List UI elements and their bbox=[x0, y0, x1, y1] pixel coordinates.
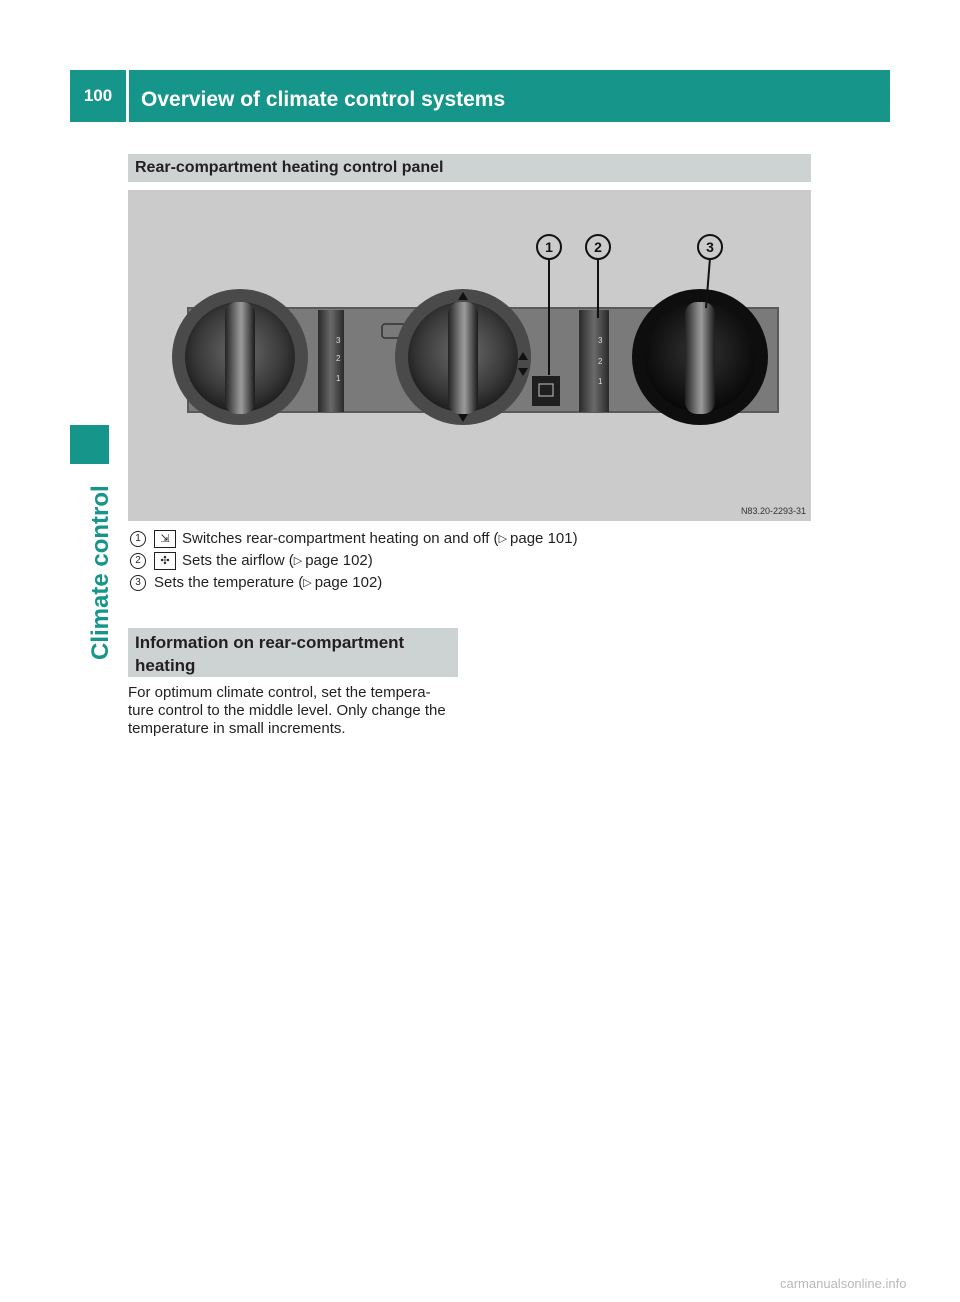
information-paragraph bbox=[128, 684, 463, 738]
rear-heating-symbol-icon: ⇲ bbox=[154, 530, 176, 548]
section-heading-information bbox=[128, 628, 458, 677]
thumbwheel-left-number: 2 bbox=[336, 354, 341, 363]
side-tab-marker bbox=[70, 425, 109, 464]
side-chapter-label: Climate control bbox=[87, 485, 114, 660]
section-heading-control-panel: Rear-compartment heating control panel bbox=[128, 154, 811, 182]
page-reference[interactable]: page 102) bbox=[314, 574, 383, 591]
footer-watermark: carmanualsonline.info bbox=[780, 1276, 907, 1291]
legend-text: Sets the temperature ( bbox=[154, 574, 304, 591]
page-arrow-icon: ▷ bbox=[293, 555, 303, 567]
page-number: 100 bbox=[83, 86, 113, 105]
callout-3-label: 3 bbox=[706, 239, 714, 255]
page-arrow-icon: ▷ bbox=[498, 533, 508, 545]
legend-number: 2 bbox=[130, 553, 146, 569]
page-arrow-icon: ▷ bbox=[303, 577, 312, 589]
header-divider bbox=[126, 70, 129, 122]
legend-number: 3 bbox=[130, 575, 146, 591]
paragraph-line: For optimum climate control, set the tempera- bbox=[128, 684, 431, 701]
page-reference[interactable]: page 102) bbox=[305, 552, 373, 569]
legend-text: Switches rear-compartment heating on and off ( bbox=[182, 530, 499, 547]
thumbwheel-number: 2 bbox=[598, 357, 603, 366]
legend-item-3 bbox=[130, 572, 382, 594]
thumbwheel-number: 1 bbox=[598, 377, 603, 386]
page-reference[interactable]: page 101) bbox=[510, 530, 578, 547]
paragraph-line: ture control to the middle level. Only change the bbox=[128, 702, 446, 719]
legend-item-1 bbox=[130, 528, 578, 550]
thumbwheel-number: 3 bbox=[598, 336, 603, 345]
legend-number: 1 bbox=[130, 531, 146, 547]
page-title: Overview of climate control systems bbox=[141, 88, 506, 111]
airflow-thumbwheel bbox=[579, 310, 609, 412]
legend-item-2 bbox=[130, 550, 373, 572]
figure-reference-code: N83.20-2293-31 bbox=[740, 506, 806, 516]
rear-heating-button bbox=[532, 376, 560, 406]
thumbwheel-left-number: 3 bbox=[336, 336, 341, 345]
callout-2-label: 2 bbox=[594, 239, 602, 255]
callout-1-label: 1 bbox=[545, 239, 553, 255]
control-panel-figure bbox=[128, 190, 811, 521]
control-panel-illustration bbox=[128, 190, 811, 521]
thumbwheel-left-number: 1 bbox=[336, 374, 341, 383]
section-heading-line: heating bbox=[135, 656, 196, 675]
legend-text: Sets the airflow ( bbox=[182, 552, 294, 569]
paragraph-line: temperature in small increments. bbox=[128, 720, 346, 737]
section-heading-line: Information on rear-compartment bbox=[135, 633, 405, 652]
fan-symbol-icon: ✣ bbox=[154, 552, 176, 570]
